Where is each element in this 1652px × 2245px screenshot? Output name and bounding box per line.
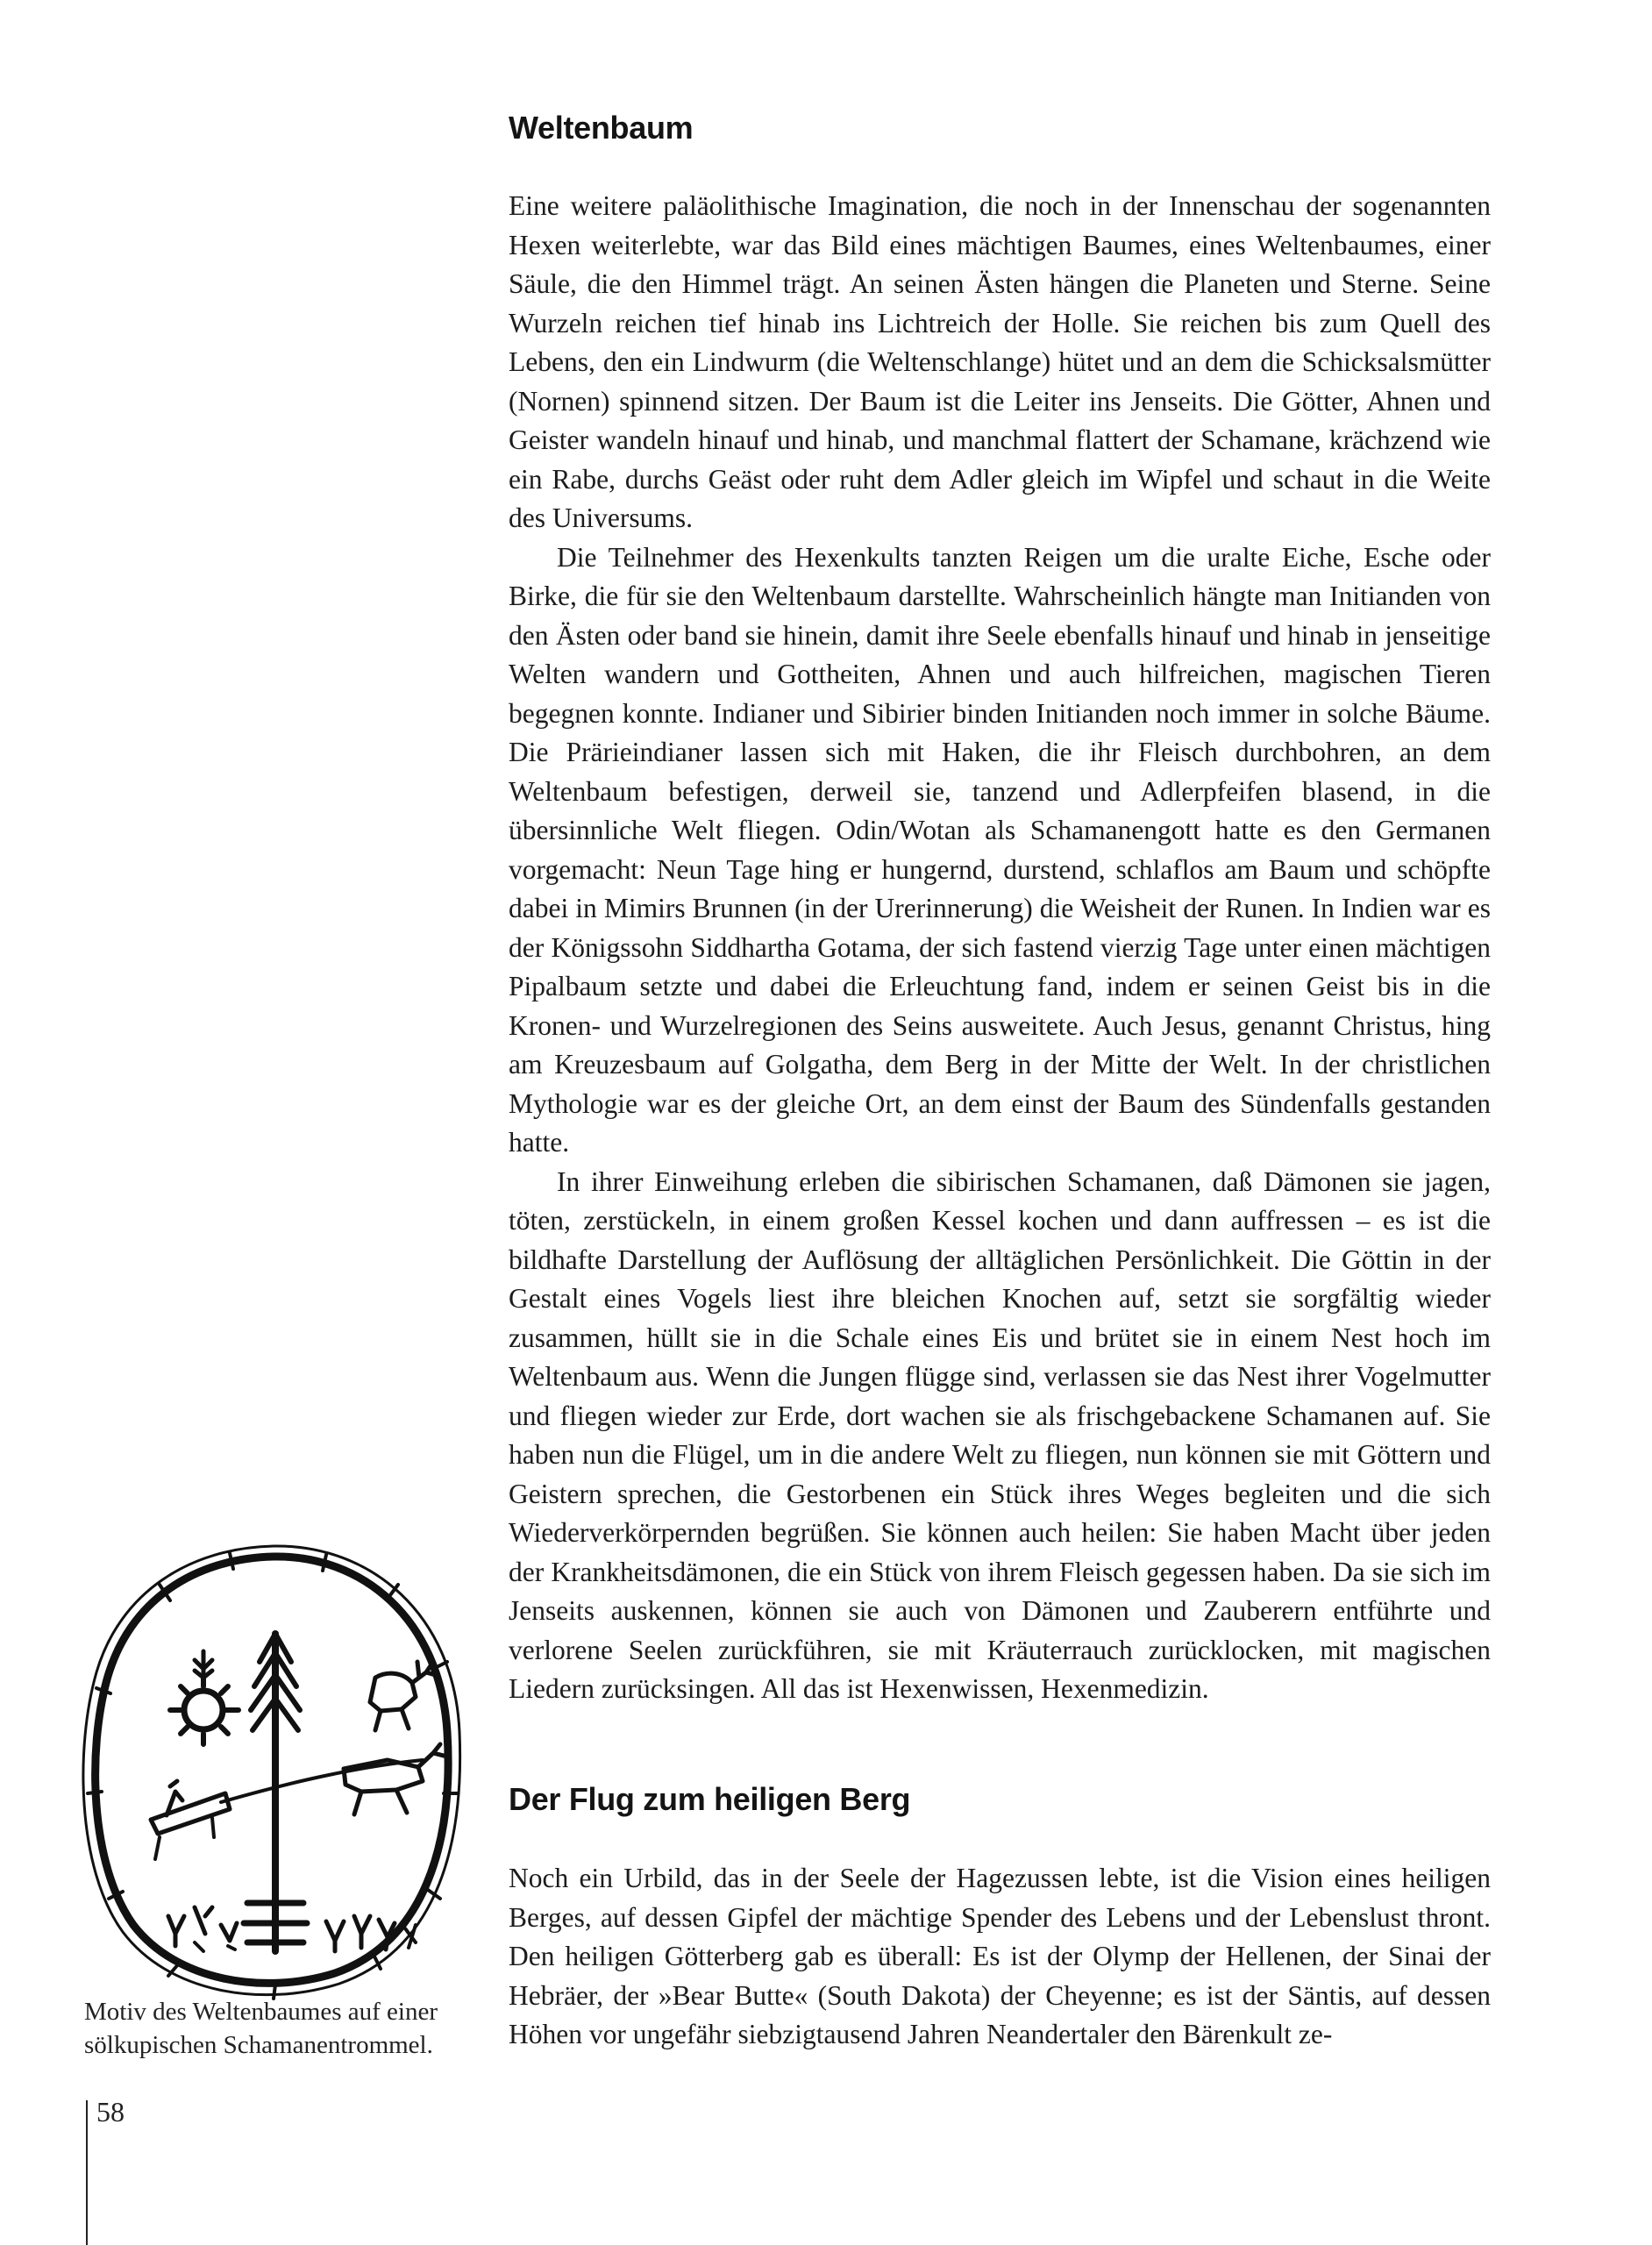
caption-line: sölkupischen Schamanentrommel. (84, 2031, 433, 2059)
shaman-drum-illustration (72, 1530, 475, 2004)
section-heading-weltenbaum: Weltenbaum (509, 110, 694, 146)
horizon-line (221, 1760, 423, 1802)
sled-figure (151, 1793, 230, 1834)
small-figures-left (168, 1907, 237, 1946)
drum-rim (96, 1557, 448, 1983)
paragraph: Eine weitere paläolithische Imagination, die noch in der Innenschau der sogenannten Hexen weiterlebte, war das Bild eines mächtigen Baumes, eines Weltenbaumes, einer Säule, die den Himmel trägt. An seinen Ästen hängen die Planeten und Sterne. Seine Wurzeln reichen tief hinab ins Lichtreich der Holle. Sie reichen bis zum Quell des Lebens, den ein Lindwurm (die Weltenschlange) hütet und an dem die Schicksalsmütter (Nornen) spinnend sitzen. Der Baum ist die Leiter ins Jenseits. Die Götter, Ahnen und Geister wandeln hinauf und hinab, und manchmal flattert der Schamane, krächzend wie ein Rabe, durchs Geäst oder ruht dem Adler gleich im Wipfel und schaut in die Weite des Universums. (509, 190, 1491, 533)
reindeer-figure (370, 1673, 416, 1711)
caption-line: Motiv des Weltenbaumes auf einer (84, 1998, 438, 2026)
section-heading-flug-zum-heiligen-berg: Der Flug zum heiligen Berg (509, 1781, 911, 1817)
paragraph: Noch ein Urbild, das in der Seele der Hagezussen lebte, ist die Vision eines heiligen Berges, auf dessen Gipfel der mächtige Spender des Lebens und der Lebenslust thront. Den heiligen Götterberg gab es überall: Es ist der Olymp der Hellenen, der Sinai der Hebräer, der »Bear Butte« (South Dakota) der Cheyenne; es ist der Säntis, auf dessen Höhen vor ungefähr siebzigtausend Jahren Neandertaler den Bärenkult ze- (509, 1863, 1491, 2049)
sun-symbol (184, 1691, 223, 1729)
figure-caption (84, 1995, 496, 2062)
section-body-weltenbaum (509, 187, 1491, 1709)
paragraph: In ihrer Einweihung erleben die sibirischen Schamanen, daß Dämonen sie jagen, töten, zerstückeln, in einem großen Kessel kochen und dann auffressen – es ist die bildhafte Darstellung der Auflösung der alltäglichen Persönlichkeit. Die Göttin in der Gestalt eines Vogels liest ihre bleichen Knochen auf, setzt sie sorgfältig wieder zusammen, hüllt sie in die Schale eines Eis und brütet sie in einem Nest hoch im Weltenbaum aus. Wenn die Jungen flügge sind, verlassen sie das Nest ihrer Vogelmutter und fliegen wieder zur Erde, dort wachen sie als frischgebackene Schamanen auf. Sie haben nun die Flügel, um in die andere Welt zu fliegen, nun können sie mit Göttern und Geistern sprechen, die Gestorbenen ein Stück ihres Weges begleiten und die sich Wiederverkörpernden begrüßen. Sie können auch heilen: Sie haben Macht über jeden der Krankheitsdämonen, die ein Stück von ihrem Fleisch gegessen haben. Da sie sich im Jenseits auskennen, können sie auch von Dämonen und Zauberern entführte und verlorene Seelen zurückführen, sie mit Kräuterrauch zurücklocken, mit magischen Liedern zurücksingen. All das ist Hexenwissen, Hexenmedizin. (509, 1165, 1491, 1704)
small-figures-right (326, 1916, 395, 1951)
section-body-flug-zum-heiligen-berg (509, 1859, 1491, 2055)
page-rule (86, 2100, 88, 2245)
page-number: 58 (96, 2096, 125, 2127)
paragraph: Die Teilnehmer des Hexenkults tanzten Reigen um die uralte Eiche, Esche oder Birke, die für sie den Weltenbaum darstellte. Wahrscheinlich hängte man Initianden von den Ästen oder band sie hinein, damit ihre Seele ebenfalls hinauf und hinab in jenseitige Welten wandern und Gottheiten, Ahnen und auch hilfreichen, magischen Tieren begegnen konnte. Indianer und Sibirier binden Initianden noch immer in solche Bäume. Die Prärieindianer lassen sich mit Haken, die ihr Fleisch durchbohren, an dem Weltenbaum befestigen, derweil sie, tanzend und Adlerpfeifen blasend, in die übersinnliche Welt fliegen. Odin/Wotan als Schamanengott hatte es den Germanen vorgemacht: Neun Tage hing er hungernd, durstend, schlaflos am Baum und schöpfte dabei in Mimirs Brunnen (in der Urerinnerung) die Weisheit der Runen. In Indien war es der Königssohn Siddhartha Gotama, der sich fastend vierzig Tage unter einen mächtigen Pipalbaum setzte und dabei die Erleuchtung fand, indem er seinen Geist bis in die Kronen- und Wurzelregionen des Seins ausweitete. Auch Jesus, genannt Christus, hing am Kreuzesbaum auf Golgatha, dem Berg in der Mitte der Welt. In der christlichen Mythologie war es der gleiche Ort, an dem einst der Baum des Sündenfalls gestanden hatte. (509, 541, 1491, 1158)
